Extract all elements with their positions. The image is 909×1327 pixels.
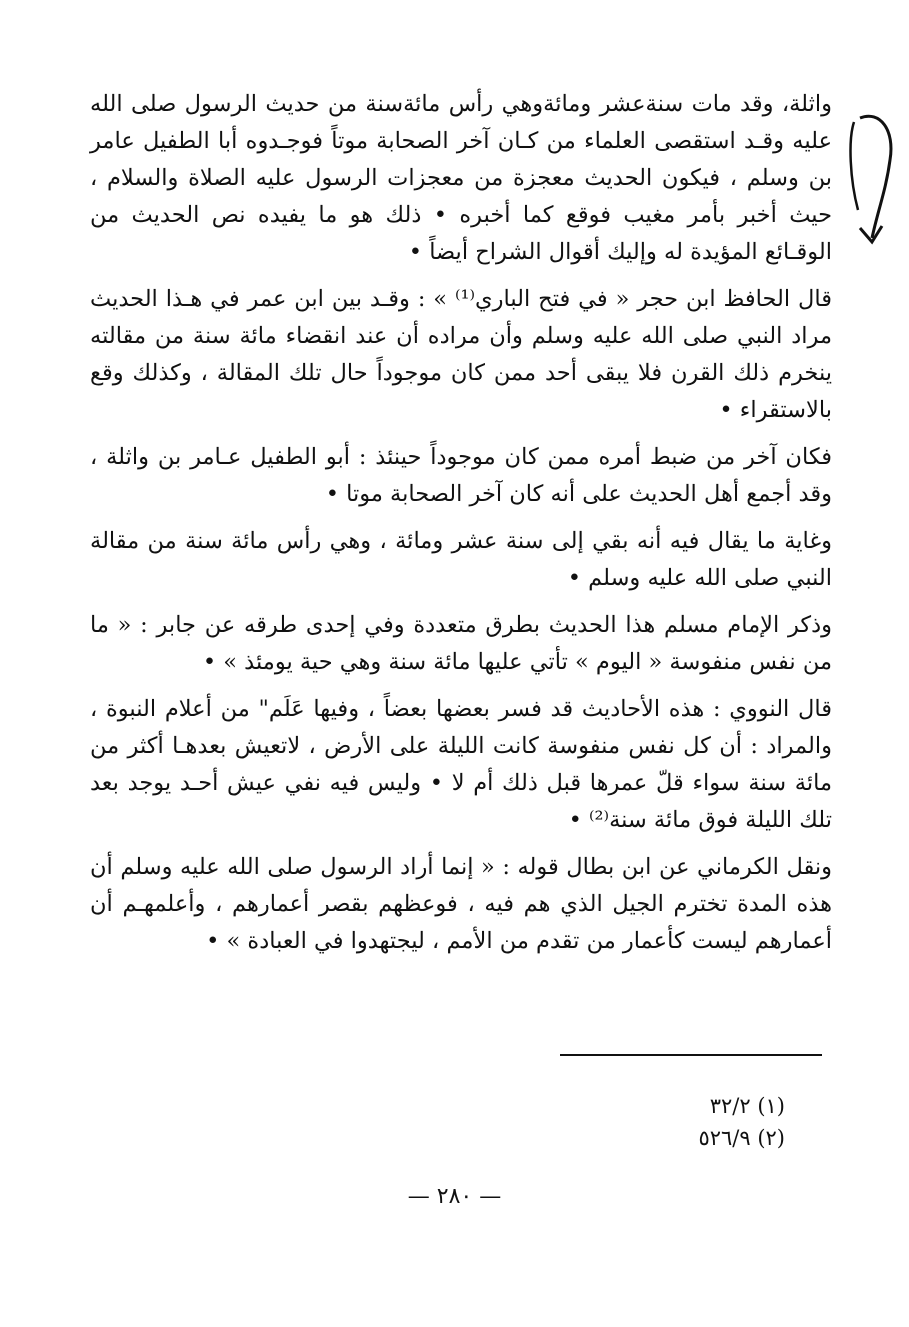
- page-number: — ٢٨٠ —: [407, 1184, 502, 1209]
- paragraph-2: قال الحافظ ابن حجر « في فتح الباري⁽¹⁾ » : وقـد بين ابن عمر في هـذا الحديث مراد النبي صلى الله عليه وسلم وأن مراده أن عند انقضاء مائة سنة من مقالته ينخرم ذلك القرن فلا يبقى أحد ممن كان موجوداً حال تلك المقالة ، وكذلك وقع بالاستقراء •: [90, 286, 832, 423]
- paragraph-1: واثلة، وقد مات سنةعشر ومائةوهي رأس مائةسنة من حديث الرسول صلى الله عليه وقـد استقصى العلماء من كـان آخر الصحابة موتاً فوجـدوه أبا الطفيل عامر بن وسلم ، فيكون الحديث معجزة من معجزات الرسول عليه الصلاة والسلام ، حيث أخبر بأمر مغيب فوقع كما أخبره • ذلك هو ما يفيده نص الحديث من الوقـائع المؤيدة له وإليك أقوال الشراح أيضاً •: [90, 91, 832, 265]
- paragraph-5: وذكر الإمام مسلم هذا الحديث بطرق متعددة وفي إحدى طرقه عن جابر : « ما من نفس منفوسة « اليوم » تأتي عليها مائة سنة وهي حية يومئذ » •: [90, 612, 832, 675]
- paragraph-6: قال النووي : هذه الأحاديث قد فسر بعضها بعضاً ، وفيها عَلَم" من أعلام النبوة ، والمراد : أن كل نفس منفوسة كانت الليلة على الأرض ، لاتعيش بعدهـا أكثر من مائة سنة سواء قلّ عمرها قبل ذلك أم لا • وليس فيه نفي عيش أحـد يوجد بعد تلك الليلة فوق مائة سنة⁽²⁾ •: [90, 696, 832, 833]
- handwritten-arrow-mark: [840, 100, 909, 260]
- footnote-1: (١) ٣٢/٢: [709, 1094, 785, 1118]
- paragraph-4: وغاية ما يقال فيه أنه بقي إلى سنة عشر ومائة ، وهي رأس مائة سنة من مقالة النبي صلى الله عليه وسلم •: [90, 528, 832, 591]
- footnote-2: (٢) ٥٢٦/٩: [698, 1126, 785, 1150]
- body-text: [90, 86, 832, 970]
- footnote-divider: [560, 1054, 822, 1056]
- paragraph-7: ونقل الكرماني عن ابن بطال قوله : « إنما أراد الرسول صلى الله عليه وسلم أن هذه المدة تخترم الجيل الذي هم فيه ، فوعظهم بقصر أعمارهم ، وأعلمهـم أن أعمارهم ليست كأعمار من تقدم من الأمم ، ليجتهدوا في العبادة » •: [90, 854, 832, 954]
- footnotes: [560, 1090, 785, 1154]
- paragraph-3: فكان آخر من ضبط أمره ممن كان موجوداً حينئذ : أبو الطفيل عـامر بن واثلة ، وقد أجمع أهل الحديث على أنه كان آخر الصحابة موتا •: [90, 444, 832, 507]
